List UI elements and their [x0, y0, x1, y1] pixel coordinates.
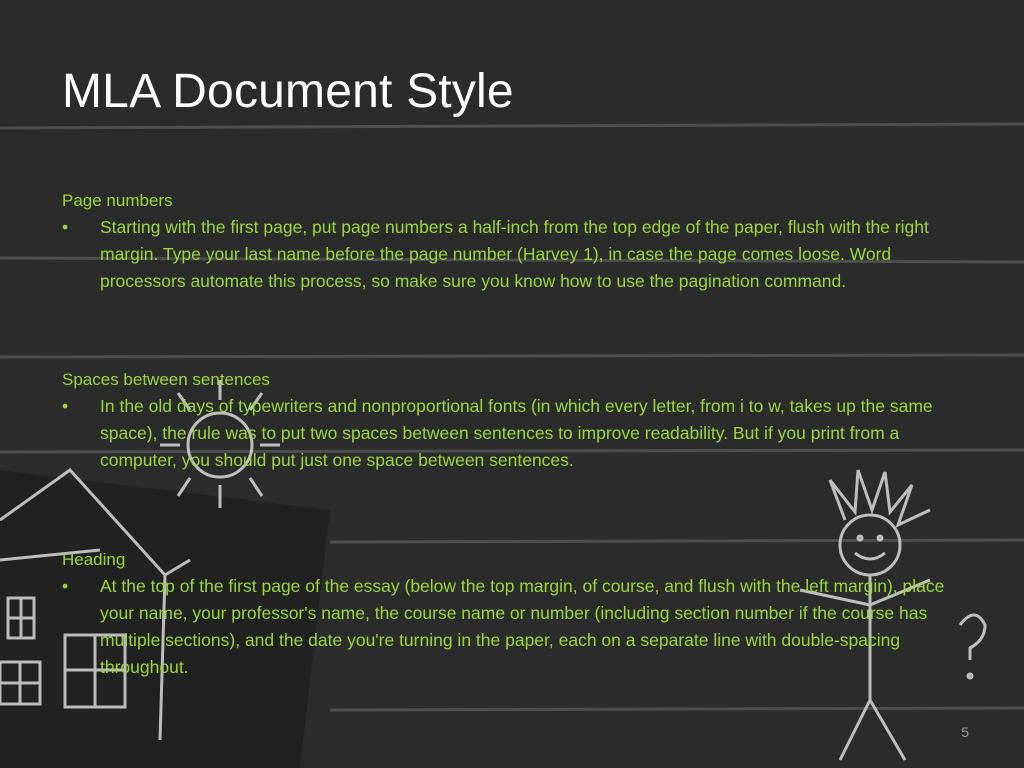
- bullet-text: At the top of the first page of the essay (below the top margin, of course, and flush with the left margin), place your name, your professor's name, the course name or number (including section number if the course has multiple sections), and the date you're turning in the paper, each on a separate line with double-spacing throughout.: [100, 576, 945, 677]
- bullet-item: [62, 393, 962, 474]
- bullet-item: [62, 573, 962, 681]
- bullet-dot-icon: •: [62, 217, 69, 237]
- section-heading: Spaces between sentences: [62, 370, 270, 389]
- section-heading: Heading: [62, 550, 126, 569]
- bullet-dot-icon: •: [62, 396, 69, 416]
- bullet-text: In the old days of typewriters and nonproportional fonts (in which every letter, from i to w, takes up the same space), the rule was to put two spaces between sentences to improve readability. But if you print from a computer, you should put just one space between sentences.: [100, 396, 933, 470]
- section-heading: Page numbers: [62, 191, 173, 210]
- section-heading-rules: [62, 546, 962, 681]
- section-page-numbers: [62, 187, 962, 295]
- bullet-dot-icon: •: [62, 576, 69, 596]
- bullet-item: [62, 214, 962, 295]
- bullet-text: Starting with the first page, put page numbers a half-inch from the top edge of the paper, flush with the right margin. Type your last name before the page number (Harvey 1), in case the page comes loose. Word processors automate this process, so make sure you know how to use the pagination command.: [100, 217, 929, 291]
- slide-number: 5: [961, 724, 969, 740]
- slide-title: MLA Document Style: [62, 65, 514, 118]
- section-spaces-between-sentences: [62, 366, 962, 474]
